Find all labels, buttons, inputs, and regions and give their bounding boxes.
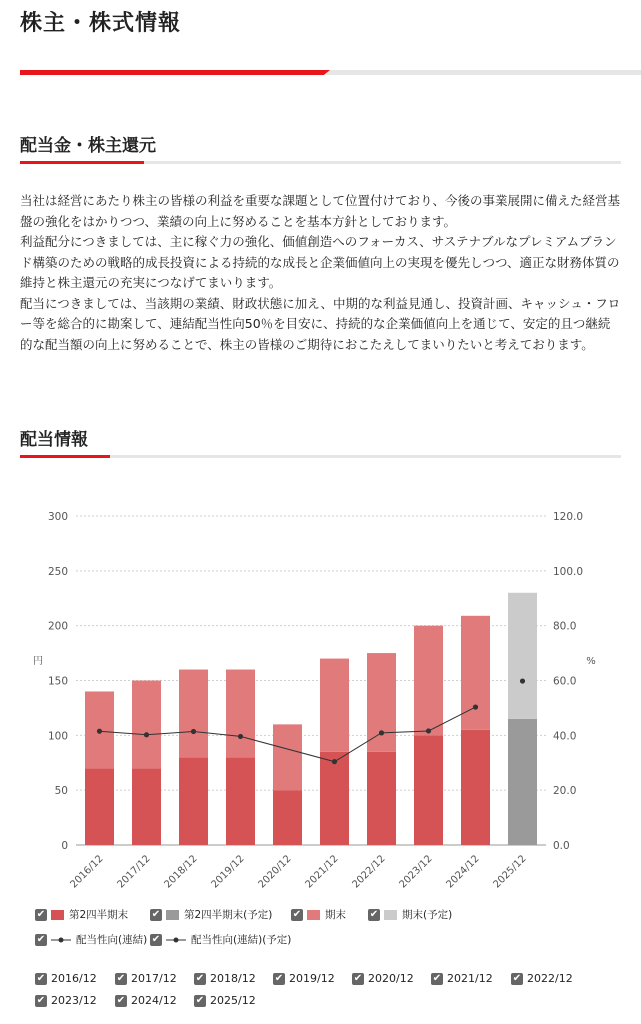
check-icon[interactable]: ✔: [36, 972, 46, 984]
y-left-tick-label: 150: [47, 675, 68, 688]
check-icon[interactable]: ✔: [36, 994, 46, 1006]
x-tick-label: 2021/12: [303, 853, 341, 891]
paragraph: 当社は経営にあたり株主の皆様の利益を重要な課題として位置付けており、今後の事業展開に備えた経営基盤の強化をはかりつつ、業績の向上に努めることを基本方針としております。: [20, 193, 621, 229]
x-tick-label: 2020/12: [256, 853, 294, 891]
paragraph: 利益配分につきましては、主に稼ぐ力の強化、価値創造へのフォーカス、サステナブルなプレミアムブランド構築のための戦略的成長投資による持続的な成長と企業価値向上の実現を優先しつつ、適正な財務体質の維持と株主還元の充実につなげてまいります。: [20, 234, 620, 290]
bar-interim-forecast: [508, 719, 537, 845]
y-left-tick-label: 200: [47, 620, 68, 633]
bar-yearend: [226, 670, 255, 758]
x-tick-label: 2024/12: [444, 853, 482, 891]
bar-yearend: [273, 724, 302, 790]
bar-interim: [461, 730, 490, 845]
dividend-policy-text: [20, 191, 622, 355]
check-icon[interactable]: ✔: [512, 972, 522, 984]
y-left-tick-label: 50: [54, 785, 68, 798]
year-filter-2017[interactable]: [115, 972, 177, 985]
legend-swatch: [384, 910, 397, 920]
year-label: 2019/12: [289, 972, 335, 985]
payout-ratio-point: [144, 732, 149, 737]
bar-yearend: [414, 626, 443, 736]
year-filter-2020[interactable]: [352, 972, 414, 985]
year-filter-2016[interactable]: [35, 972, 97, 985]
x-tick-label: 2019/12: [209, 853, 247, 891]
year-label: 2017/12: [131, 972, 177, 985]
line-marker-icon: [166, 935, 186, 945]
legend-label: 第2四半期末: [69, 909, 129, 921]
y-left-tick-label: 250: [47, 565, 68, 578]
legend-label: 配当性向(連結): [76, 934, 148, 946]
year-filter-2022[interactable]: [511, 972, 573, 985]
check-icon[interactable]: ✔: [151, 933, 161, 945]
page-title: 株主・株式情報: [20, 11, 182, 36]
legend-swatch: [307, 910, 320, 920]
title-underline: [20, 70, 641, 75]
bar-yearend: [132, 681, 161, 769]
y-right-tick-label: 120.0: [553, 511, 584, 523]
y-left-tick-label: 300: [47, 511, 68, 523]
section-title-dividend-info: 配当情報: [20, 430, 88, 450]
check-icon[interactable]: ✔: [292, 908, 302, 920]
x-tick-label: 2016/12: [68, 853, 106, 891]
legend-label: 第2四半期末(予定): [184, 909, 273, 921]
check-icon[interactable]: ✔: [432, 972, 442, 984]
payout-ratio-point: [332, 759, 337, 764]
year-label: 2024/12: [131, 994, 177, 1007]
check-icon[interactable]: ✔: [36, 933, 46, 945]
year-label: 2016/12: [51, 972, 97, 985]
payout-ratio-point: [426, 728, 431, 733]
section-underline: [20, 455, 621, 458]
legend-yearend[interactable]: [291, 907, 346, 922]
bar-interim: [132, 768, 161, 845]
y-left-axis-label: 円: [33, 656, 43, 668]
check-icon[interactable]: ✔: [195, 994, 205, 1006]
year-label: 2023/12: [51, 994, 97, 1007]
x-tick-label: 2022/12: [350, 853, 388, 891]
x-tick-label: 2025/12: [491, 853, 529, 891]
year-filter-2023[interactable]: [35, 994, 97, 1007]
bar-interim: [179, 757, 208, 845]
bar-interim: [226, 757, 255, 845]
bar-interim: [367, 752, 396, 845]
y-left-tick-label: 0: [61, 840, 68, 852]
legend-payout-ratio-forecast[interactable]: [150, 932, 291, 947]
legend-label: 期末(予定): [402, 909, 453, 921]
year-filter-2021[interactable]: [431, 972, 493, 985]
year-filter-2018[interactable]: [194, 972, 256, 985]
bar-yearend-forecast: [508, 593, 537, 719]
bar-yearend: [367, 653, 396, 752]
x-tick-label: 2018/12: [162, 853, 200, 891]
legend-yearend-forecast[interactable]: [368, 907, 452, 922]
y-right-tick-label: 100.0: [553, 565, 584, 578]
y-right-tick-label: 40.0: [553, 730, 577, 743]
y-right-tick-label: 0.0: [553, 840, 570, 852]
year-label: 2025/12: [210, 994, 256, 1007]
y-right-tick-label: 80.0: [553, 620, 577, 633]
year-label: 2021/12: [447, 972, 493, 985]
check-icon[interactable]: ✔: [369, 908, 379, 920]
year-filter-2025[interactable]: [194, 994, 256, 1007]
year-filter-2024[interactable]: [115, 994, 177, 1007]
legend-interim-forecast[interactable]: [150, 907, 272, 922]
paragraph: 配当につきましては、当該期の業績、財政状態に加え、中期的な利益見通し、投資計画、キャッシュ・フロー等を総合的に勘案して、連結配当性向50％を目安に、持続的な企業価値向上を通じて、安定的且つ継続的な配当額の向上に努めることで、株主の皆様のご期待におこたえしてまいりたいと考えております。: [20, 295, 621, 352]
line-marker-icon: [51, 935, 71, 945]
year-label: 2022/12: [527, 972, 573, 985]
year-label: 2020/12: [368, 972, 414, 985]
legend-interim[interactable]: [35, 907, 128, 922]
bar-interim: [85, 768, 114, 845]
payout-ratio-forecast-point: [520, 678, 525, 683]
section-title-dividends: 配当金・株主還元: [20, 136, 156, 156]
check-icon[interactable]: ✔: [116, 994, 126, 1006]
check-icon[interactable]: ✔: [274, 972, 284, 984]
payout-ratio-point: [238, 734, 243, 739]
x-tick-label: 2023/12: [397, 853, 435, 891]
y-right-tick-label: 60.0: [553, 675, 577, 688]
bar-yearend: [320, 659, 349, 752]
legend-label: 配当性向(連結)(予定): [191, 934, 292, 946]
legend-swatch: [166, 910, 179, 920]
payout-ratio-point: [191, 729, 196, 734]
x-tick-label: 2017/12: [115, 853, 153, 891]
check-icon[interactable]: ✔: [36, 908, 46, 920]
legend-label: 期末: [325, 909, 346, 921]
check-icon[interactable]: ✔: [353, 972, 363, 984]
check-icon[interactable]: ✔: [151, 908, 161, 920]
check-icon[interactable]: ✔: [195, 972, 205, 984]
y-left-tick-label: 100: [47, 730, 68, 743]
payout-ratio-point: [473, 704, 478, 709]
y-right-tick-label: 20.0: [553, 785, 577, 798]
legend-payout-ratio[interactable]: [35, 932, 147, 947]
bar-interim: [273, 790, 302, 845]
payout-ratio-point: [97, 729, 102, 734]
section-underline: [20, 161, 621, 164]
year-label: 2018/12: [210, 972, 256, 985]
check-icon[interactable]: ✔: [116, 972, 126, 984]
payout-ratio-point: [379, 730, 384, 735]
bar-interim: [320, 752, 349, 845]
year-filter-2019[interactable]: [273, 972, 335, 985]
bar-interim: [414, 735, 443, 845]
bar-yearend: [179, 670, 208, 758]
dividend-chart: [0, 495, 641, 905]
legend-swatch: [51, 910, 64, 920]
y-right-axis-label: %: [586, 656, 596, 668]
